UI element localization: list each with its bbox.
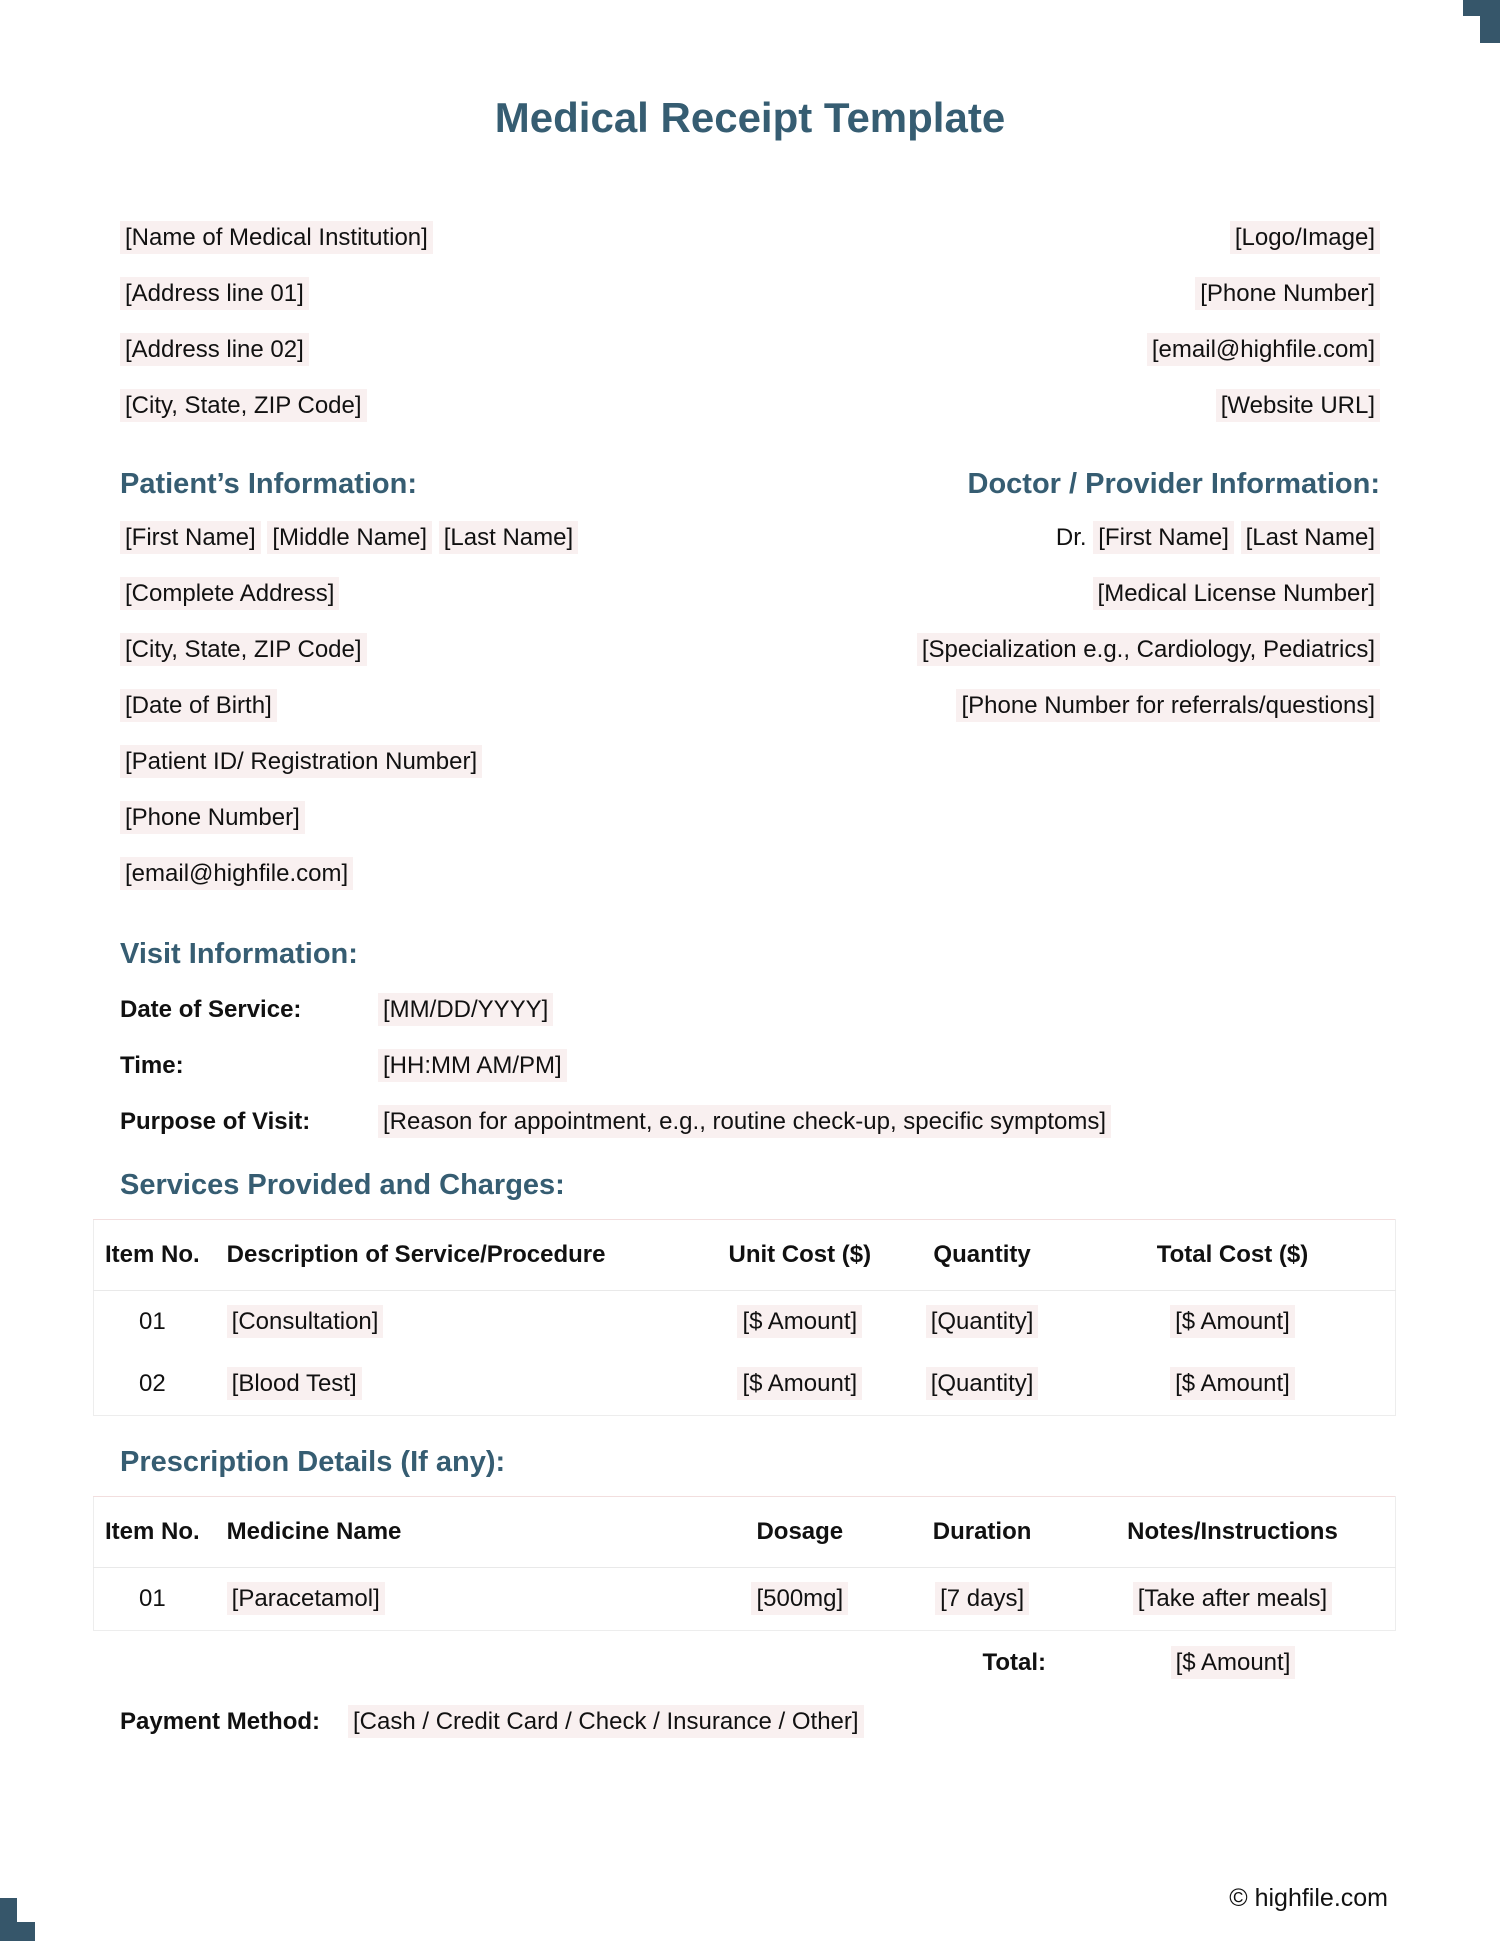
doctor-prefix: Dr. (1055, 524, 1087, 551)
services-row-1 (94, 1291, 1396, 1354)
service-total-cost: [$ Amount] (1170, 1367, 1295, 1400)
col-medicine-name: Medicine Name (211, 1497, 706, 1568)
col-description: Description of Service/Procedure (211, 1220, 706, 1291)
patient-first-name: [First Name] (120, 521, 261, 554)
service-description: [Blood Test] (227, 1367, 362, 1400)
time-value: [HH:MM AM/PM] (378, 1049, 567, 1082)
patient-email: [email@highfile.com] (120, 857, 353, 890)
service-quantity: [Quantity] (926, 1305, 1039, 1338)
time-label: Time: (120, 1052, 184, 1079)
service-quantity: [Quantity] (926, 1367, 1039, 1400)
service-item-no: 02 (138, 1370, 166, 1397)
service-unit-cost: [$ Amount] (737, 1367, 862, 1400)
page-title: Medical Receipt Template (494, 94, 1006, 141)
visit-info-heading: Visit Information: (120, 938, 358, 970)
patient-info-block (120, 520, 578, 912)
patient-doctor-info (120, 520, 1380, 912)
services-table (93, 1219, 1396, 1416)
col-duration: Duration (894, 1497, 1070, 1568)
copyright-footer: © highfile.com (1229, 1884, 1388, 1912)
institution-city-state-zip: [City, State, ZIP Code] (120, 389, 367, 422)
doctor-referral-phone: [Phone Number for referrals/questions] (956, 689, 1380, 722)
doctor-last-name: [Last Name] (1241, 521, 1380, 554)
patient-info-heading: Patient’s Information: (120, 468, 417, 500)
medicine-dosage: [500mg] (751, 1582, 848, 1615)
payment-method-value: [Cash / Credit Card / Check / Insurance / Other] (348, 1705, 864, 1738)
logo-placeholder: [Logo/Image] (1230, 221, 1380, 254)
payment-method-label: Payment Method: (120, 1708, 321, 1735)
total-label: Total: (982, 1649, 1046, 1676)
contact-block (1147, 220, 1380, 444)
institution-block (120, 220, 433, 444)
institution-name: [Name of Medical Institution] (120, 221, 433, 254)
institution-address-line1: [Address line 01] (120, 277, 309, 310)
top-right-corner-decoration (1480, 0, 1500, 43)
col-item-no: Item No. (94, 1220, 211, 1291)
services-header-row (94, 1220, 1396, 1291)
prescription-header-row (94, 1497, 1396, 1568)
patient-city-state-zip: [City, State, ZIP Code] (120, 633, 367, 666)
prescription-row-1 (94, 1568, 1396, 1631)
services-row-2 (94, 1353, 1396, 1416)
medicine-item-no: 01 (138, 1585, 166, 1612)
col-notes-instructions: Notes/Instructions (1070, 1497, 1396, 1568)
col-total-cost: Total Cost ($) (1070, 1220, 1396, 1291)
services-heading: Services Provided and Charges: (120, 1169, 565, 1201)
letterhead (120, 220, 1380, 444)
prescription-heading: Prescription Details (If any): (120, 1446, 506, 1478)
contact-website: [Website URL] (1216, 389, 1380, 422)
doctor-specialization: [Specialization e.g., Cardiology, Pediatrics] (917, 633, 1380, 666)
purpose-value: [Reason for appointment, e.g., routine check-up, specific symptoms] (378, 1105, 1111, 1138)
patient-complete-address: [Complete Address] (120, 577, 339, 610)
col-dosage: Dosage (705, 1497, 894, 1568)
patient-middle-name: [Middle Name] (267, 521, 432, 554)
doctor-license-number: [Medical License Number] (1093, 577, 1380, 610)
visit-purpose-row (120, 1104, 1380, 1139)
medicine-notes: [Take after meals] (1133, 1582, 1332, 1615)
prescription-table (93, 1496, 1396, 1631)
col-unit-cost: Unit Cost ($) (705, 1220, 894, 1291)
contact-email: [email@highfile.com] (1147, 333, 1380, 366)
payment-method-row (120, 1704, 1380, 1739)
total-amount: [$ Amount] (1171, 1646, 1296, 1679)
service-total-cost: [$ Amount] (1170, 1305, 1295, 1338)
service-item-no: 01 (138, 1308, 166, 1335)
patient-date-of-birth: [Date of Birth] (120, 689, 277, 722)
patient-phone: [Phone Number] (120, 801, 305, 834)
bottom-left-corner-decoration (0, 1922, 35, 1941)
visit-date-row (120, 992, 1380, 1027)
service-description: [Consultation] (227, 1305, 384, 1338)
patient-id: [Patient ID/ Registration Number] (120, 745, 482, 778)
doctor-first-name: [First Name] (1093, 521, 1234, 554)
purpose-label: Purpose of Visit: (120, 1108, 311, 1135)
medicine-name: [Paracetamol] (227, 1582, 385, 1615)
col-quantity: Quantity (894, 1220, 1070, 1291)
date-of-service-value: [MM/DD/YYYY] (378, 993, 553, 1026)
col-item-no: Item No. (94, 1497, 211, 1568)
patient-last-name: [Last Name] (439, 521, 578, 554)
service-unit-cost: [$ Amount] (737, 1305, 862, 1338)
institution-address-line2: [Address line 02] (120, 333, 309, 366)
doctor-info-block (917, 520, 1380, 744)
date-of-service-label: Date of Service: (120, 996, 302, 1023)
medicine-duration: [7 days] (935, 1582, 1029, 1615)
visit-time-row (120, 1048, 1380, 1083)
grand-total-row (93, 1645, 1396, 1680)
contact-phone: [Phone Number] (1195, 277, 1380, 310)
doctor-info-heading: Doctor / Provider Information: (967, 468, 1380, 500)
